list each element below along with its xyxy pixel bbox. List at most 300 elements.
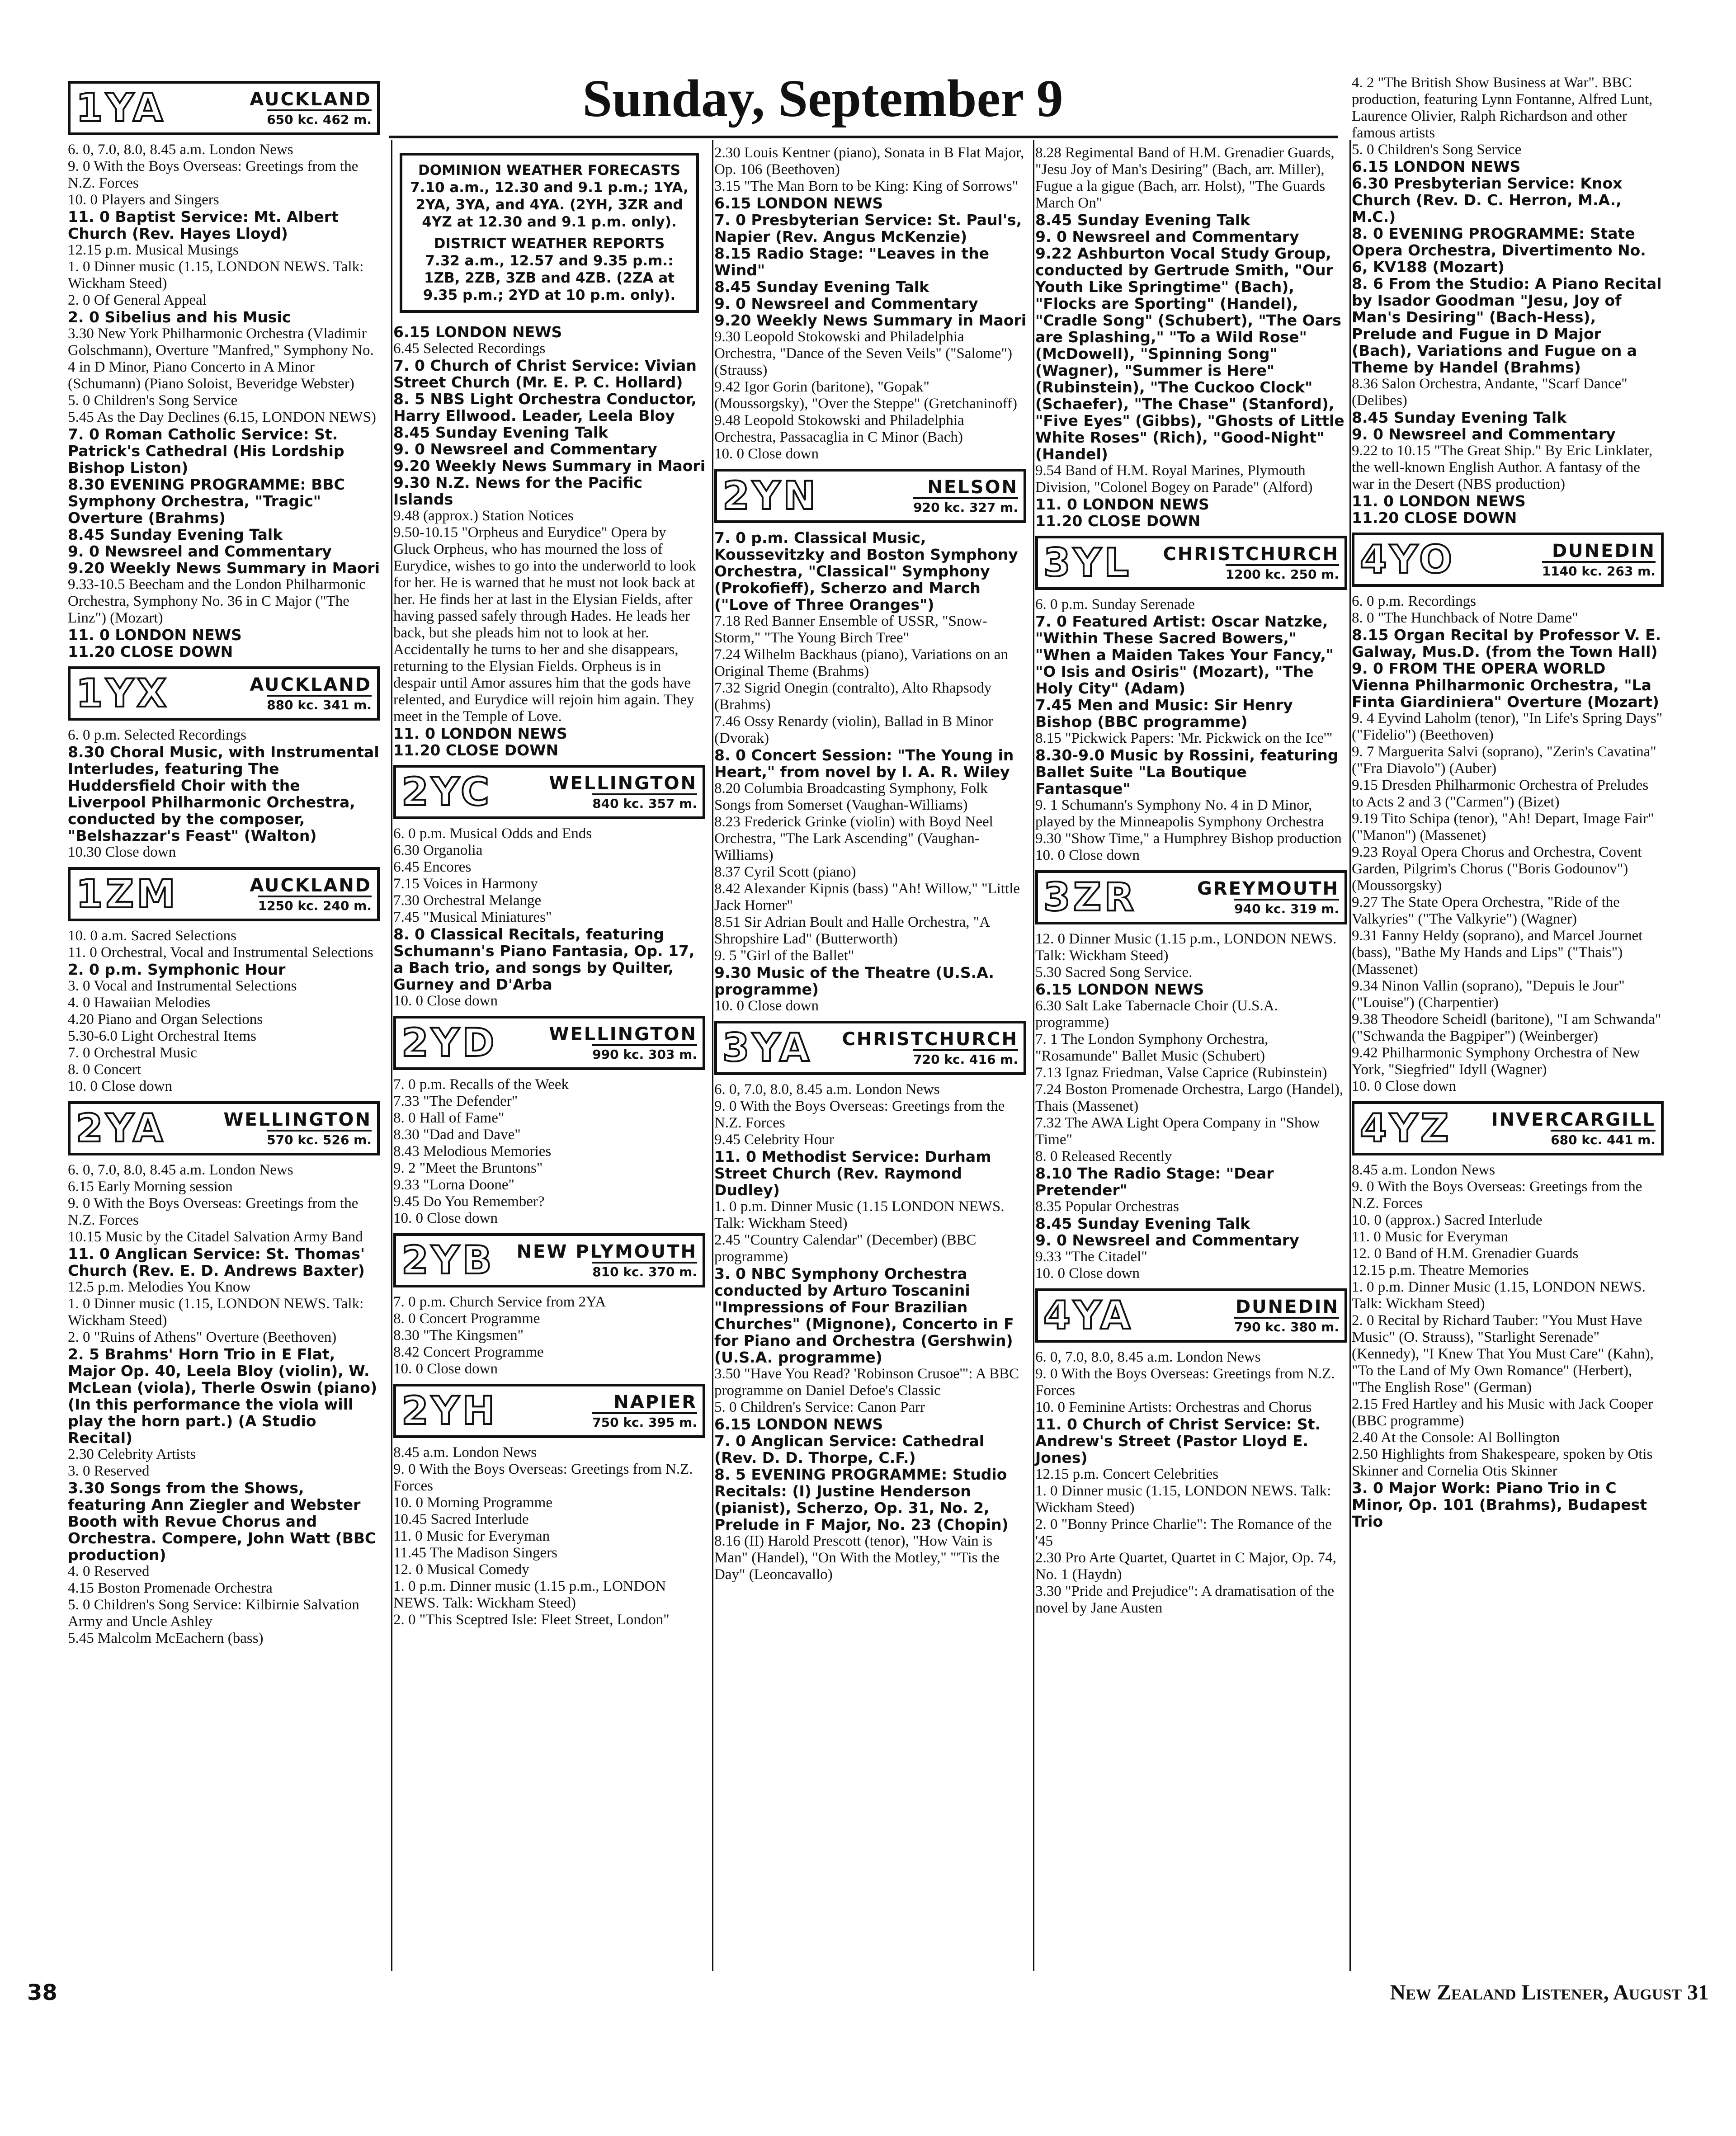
programme-entry: 8. 0 Concert Programme — [393, 1311, 540, 1327]
programme-entry: 8. 0 EVENING PROGRAMME: State Opera Orchestra, Divertimento No. 6, KV188 (Mozart) — [1352, 225, 1646, 276]
magazine-footer: New Zealand Listener, August 31 — [1390, 1980, 1709, 2004]
programme-entry: 10. 0 a.m. Sacred Selections — [68, 928, 236, 944]
station-header — [1035, 536, 1347, 590]
programme-entry: 8.42 Concert Programme — [393, 1344, 544, 1360]
programme-entry: 11. 0 Church of Christ Service: St. Andrew's Street (Pastor Lloyd E. Jones) — [1035, 1415, 1321, 1466]
station-header — [68, 81, 380, 135]
programme-entry: 2.30 Louis Kentner (piano), Sonata in B Flat Major, Op. 106 (Beethoven) — [714, 145, 1024, 178]
programme-entry: 8.10 The Radio Stage: "Dear Pretender" — [1035, 1165, 1274, 1199]
programme-entry: 9.42 Philharmonic Symphony Orchestra of New York, "Siegfried" Idyll (Wagner) — [1352, 1045, 1640, 1078]
station-city: CHRISTCHURCH — [1163, 543, 1339, 565]
programme-entry: 6.30 Salt Lake Tabernacle Choir (U.S.A. programme) — [1035, 998, 1278, 1031]
programme-entry: 3. 0 Reserved — [68, 1463, 150, 1479]
programme-entry: 5. 0 Children's Service: Canon Parr — [714, 1399, 925, 1415]
programme-entry: 6.15 LONDON NEWS — [1352, 158, 1521, 175]
programme-entry: 11.20 CLOSE DOWN — [1035, 512, 1201, 530]
programme-entry: 9.50-10.15 "Orpheus and Eurydice" Opera by Gluck Orpheus, who has mourned the loss of Eurydice, wishes to go into the underworld to look for her. He is warned that he must not look back at her. He finds her at last in the Elysian Fields, after having passed safely through Hades. He leads her back, but she pleads him not to look at her. Accidentally he turns to her and she disappears, returning to the Elysian Fields. Orpheus is in despair until Amor assures him that the gods have relented, and Eurydice will rejoin him again. They meet in the Temple of Love. — [393, 524, 696, 725]
programme-entry: 8.37 Cyril Scott (piano) — [714, 864, 856, 880]
station-callsign: 1YA — [76, 85, 166, 131]
station-header — [393, 1233, 705, 1287]
station-header — [68, 666, 380, 721]
programme-entry: 9. 0 Newsreel and Commentary — [1035, 1231, 1299, 1249]
programme-entry: 2.15 Fred Hartley and his Music with Jack Cooper (BBC programme) — [1352, 1396, 1653, 1429]
programme-entry: 11. 0 Anglican Service: St. Thomas' Church (Rev. E. D. Andrews Baxter) — [68, 1245, 365, 1279]
station-city: WELLINGTON — [549, 1023, 697, 1045]
programme-entry: 9.33 "The Citadel" — [1035, 1249, 1147, 1265]
programme-entry: 12.15 p.m. Musical Musings — [68, 242, 239, 258]
programme-entry: 9.20 Weekly News Summary in Maori — [714, 311, 1027, 329]
programme-entry: 2. 0 Sibelius and his Music — [68, 308, 291, 326]
station-callsign: 2YA — [76, 1106, 166, 1151]
programme-entry: 9. 0 With the Boys Overseas: Greetings from N.Z. Forces — [393, 1461, 693, 1494]
programme-entry: 9. 0 With the Boys Overseas: Greetings from the N.Z. Forces — [1352, 1179, 1642, 1212]
programme-entry: 9. 0 Newsreel and Commentary — [1352, 425, 1616, 443]
programme-entry: 8.15 Organ Recital by Professor V. E. Galway, Mus.D. (from the Town Hall) — [1352, 626, 1661, 660]
programme-entry: 11. 0 LONDON NEWS — [1035, 495, 1209, 513]
programme-entry: 8.30 "The Kingsmen" — [393, 1327, 524, 1344]
station-info — [503, 1242, 697, 1279]
programme-entry: 9. 2 "Meet the Bruntons" — [393, 1160, 543, 1176]
programme-entry: 8. 0 Concert Session: "The Young in Heart," from novel by I. A. R. Wiley — [714, 746, 1014, 781]
programme-entry: 10. 0 Close down — [1035, 847, 1140, 863]
programme-entry: 10. 0 Close down — [68, 1078, 172, 1094]
programme-entry: 11.20 CLOSE DOWN — [68, 643, 233, 660]
station-header — [68, 1101, 380, 1155]
station-city: DUNEDIN — [1552, 540, 1656, 561]
programme-entry: 9.30 Leopold Stokowski and Philadelphia Orchestra, "Dance of the Seven Veils" ("Salome") (Strauss) — [714, 329, 1012, 378]
station-info — [174, 90, 372, 127]
programme-entry: 12.15 p.m. Theatre Memories — [1352, 1262, 1529, 1278]
programme-entry: 10. 0 Feminine Artists: Orchestras and Chorus — [1035, 1399, 1312, 1415]
programme-entry: 8.45 Sunday Evening Talk — [1352, 409, 1567, 426]
weather-heading: DOMINION WEATHER FORECASTS — [418, 162, 681, 179]
programme-entry: 2. 0 "This Sceptred Isle: Fleet Street, London" — [393, 1612, 670, 1628]
station-callsign: 4YZ — [1360, 1106, 1452, 1151]
programme-entry: 4. 2 "The British Show Business at War". BBC production, featuring Lynn Fontanne, Alfred Lunt, Laurence Olivier, Ralph Richardson and other famous artists — [1352, 75, 1653, 141]
programme-entry: 2.40 At the Console: Al Bollington — [1352, 1429, 1560, 1446]
programme-entry: 2.50 Highlights from Shakespeare, spoken by Otis Skinner and Cornelia Otis Skinner — [1352, 1446, 1653, 1479]
station-info — [1141, 1297, 1339, 1334]
programme-entry: 7.46 Ossy Renardy (violin), Ballad in B Minor (Dvorak) — [714, 713, 993, 746]
station-frequency: 1140 kc. 263 m. — [1542, 561, 1656, 579]
station-info — [1459, 1110, 1656, 1147]
programme-entry: 7. 0 Orchestral Music — [68, 1045, 197, 1061]
station-info — [505, 1392, 697, 1430]
programme-entry: 1. 0 p.m. Dinner Music (1.15 LONDON NEWS. Talk: Wickham Steed) — [714, 1198, 1005, 1231]
programme-entry: 3.15 "The Man Born to be King: King of Sorrows" — [714, 178, 1019, 194]
programme-entry: 6. 0, 7.0, 8.0, 8.45 a.m. London News — [714, 1081, 940, 1098]
programme-entry: 10. 0 Close down — [393, 993, 498, 1009]
programme-entry: 9.30 "Show Time," a Humphrey Bishop production — [1035, 830, 1342, 847]
programme-entry: 11.45 The Madison Singers — [393, 1545, 557, 1561]
station-info — [177, 675, 372, 712]
programme-entry: 8.45 Sunday Evening Talk — [68, 526, 283, 543]
station-info — [1145, 879, 1339, 916]
programme-entry: 10. 0 Close down — [1035, 1265, 1140, 1282]
station-city: WELLINGTON — [223, 1109, 372, 1130]
programme-entry: 7. 0 Anglican Service: Cathedral (Rev. D. D. Thorpe, C.F.) — [714, 1432, 985, 1466]
programme-entry: 2. 0 Of General Appeal — [68, 292, 207, 308]
programme-entry: 1. 0 p.m. Dinner Music (1.15, LONDON NEWS. Talk: Wickham Steed) — [1352, 1279, 1646, 1312]
programme-entry: 11. 0 LONDON NEWS — [393, 725, 567, 742]
programme-entry: 11.20 CLOSE DOWN — [393, 741, 559, 759]
programme-entry: 7.24 Wilhelm Backhaus (piano), Variations on an Original Theme (Brahms) — [714, 646, 1008, 679]
programme-entry: 8.30-9.0 Music by Rossini, featuring Ballet Suite "La Boutique Fantasque" — [1035, 746, 1339, 797]
programme-entry: 5. 0 Children's Song Service — [68, 392, 238, 409]
programme-entry: 11. 0 Music for Everyman — [1352, 1229, 1509, 1245]
programme-entry: 2.45 "Country Calendar" (December) (BBC programme) — [714, 1232, 976, 1265]
programme-entry: 8. 5 EVENING PROGRAMME: Studio Recitals: (I) Justine Henderson (pianist), Scherzo, Op. 31, No. 2, Prelude in F Major, No. 23 (Chopin) — [714, 1466, 1009, 1533]
programme-entry: 9.30 Music of the Theatre (U.S.A. programme) — [714, 964, 994, 998]
programme-entry: 6.15 LONDON NEWS — [1035, 981, 1204, 998]
station-info — [820, 1029, 1018, 1067]
station-frequency: 840 kc. 357 m. — [592, 793, 697, 811]
programme-entry: 7. 0 Featured Artist: Oscar Natzke, "Within These Sacred Bowers," "When a Maiden Takes Your Fancy," "O Isis and Osiris" (Mozart), "The Holy City" (Adam) — [1035, 613, 1334, 697]
programme-entry: 8.36 Salon Orchestra, Andante, "Scarf Dance" (Delibes) — [1352, 376, 1628, 409]
programme-entry: 2. 0 "Bonny Prince Charlie": The Romance of the '45 — [1035, 1516, 1332, 1549]
programme-entry: 10. 0 Close down — [714, 446, 819, 462]
programme-entry: 7.24 Boston Promenade Orchestra, Largo (Handel), Thais (Massenet) — [1035, 1081, 1344, 1114]
column-divider — [1033, 140, 1034, 1971]
station-header — [714, 469, 1026, 523]
programme-entry: 9.20 Weekly News Summary in Maori — [68, 559, 380, 577]
column-divider — [1349, 140, 1351, 1971]
programme-entry: 9.45 Celebrity Hour — [714, 1132, 834, 1148]
title-rule — [389, 136, 1338, 138]
programme-entry: 6.15 LONDON NEWS — [714, 194, 883, 212]
programme-entry: 8.23 Frederick Grinke (violin) with Boyd Neel Orchestra, "The Lark Ascending" (Vaughan-Williams) — [714, 814, 993, 863]
weather-times: 7.10 a.m., 12.30 and 9.1 p.m.; 1YA, 2YA, 3YA, and 4YA. (2YH, 3ZR and 4YZ at 12.30 and 9.1 p.m. only). — [410, 179, 689, 230]
programme-entry: 10. 0 Players and Singers — [68, 192, 219, 208]
programme-entry: 9.48 (approx.) Station Notices — [393, 508, 574, 524]
programme-entry: 9.48 Leopold Stokowski and Philadelphia Orchestra, Passacaglia in C Minor (Bach) — [714, 412, 964, 445]
programme-entry: 7.45 Men and Music: Sir Henry Bishop (BBC programme) — [1035, 696, 1293, 731]
programme-entry: 7.13 Ignaz Friedman, Valse Caprice (Rubinstein) — [1035, 1065, 1327, 1081]
station-callsign: 4YO — [1360, 537, 1455, 582]
column-2 — [393, 145, 705, 1628]
station-city: NAPIER — [613, 1391, 697, 1413]
station-header — [393, 1016, 705, 1070]
column-4 — [1035, 145, 1347, 1617]
programme-entry: 8. 0 Concert — [68, 1061, 142, 1078]
station-info — [826, 477, 1018, 515]
programme-entry: 8. 6 From the Studio: A Piano Recital by Isador Goodman "Jesu, Joy of Man's Desiring" (Bach-Hess), Prelude and Fugue in D Major (Bach), Variations and Fugue on a Theme by Handel (Brahms) — [1352, 275, 1662, 376]
programme-entry: 1. 0 Dinner music (1.15, LONDON NEWS. Talk: Wickham Steed) — [68, 1296, 364, 1329]
programme-entry: 1. 0 Dinner music (1.15, LONDON NEWS. Talk: Wickham Steed) — [68, 259, 364, 292]
station-header — [714, 1021, 1026, 1075]
programme-entry: 4.20 Piano and Organ Selections — [68, 1011, 263, 1028]
programme-entry: 7. 0 p.m. Church Service from 2YA — [393, 1294, 606, 1310]
programme-entry: 5. 0 Children's Song Service: Kilbirnie Salvation Army and Uncle Ashley — [68, 1597, 359, 1630]
station-frequency: 880 kc. 341 m. — [267, 695, 372, 712]
programme-entry: 2. 5 Brahms' Horn Trio in E Flat, Major Op. 40, Leela Bloy (violin), W. McLean (viola), Therle Oswin (piano) (In this performance the viola will play the horn part.) (A Studio Recital) — [68, 1345, 377, 1447]
programme-entry: 9.23 Royal Opera Chorus and Orchestra, Covent Garden, Pilgrim's Chorus ("Boris Godounov") (Moussorgsky) — [1352, 844, 1642, 894]
programme-entry: 5.30 Sacred Song Service. — [1035, 964, 1193, 981]
programme-entry: 9. 0 Newsreel and Commentary — [714, 295, 978, 312]
programme-entry: 6. 0, 7.0, 8.0, 8.45 a.m. London News — [1035, 1349, 1261, 1365]
programme-entry: 6.30 Presbyterian Service: Knox Church (Rev. D. C. Herron, M.A., M.C.) — [1352, 174, 1623, 226]
station-city: AUCKLAND — [250, 674, 372, 695]
programme-entry: 12.15 p.m. Concert Celebrities — [1035, 1466, 1219, 1482]
programme-entry: 6.15 LONDON NEWS — [714, 1415, 883, 1433]
programme-entry: 4.15 Boston Promenade Orchestra — [68, 1580, 273, 1596]
programme-entry: 10. 0 Close down — [393, 1361, 498, 1377]
programme-entry: 10.15 Music by the Citadel Salvation Army Band — [68, 1229, 363, 1245]
programme-entry: 8.15 Radio Stage: "Leaves in the Wind" — [714, 245, 990, 279]
station-header — [393, 765, 705, 819]
programme-entry: 9.31 Fanny Heldy (soprano), and Marcel Journet (bass), "Bathe My Hands and Lips" ("Thais") (Massenet) — [1352, 928, 1643, 977]
station-city: INVERCARGILL — [1491, 1109, 1656, 1130]
programme-entry: 2. 0 Recital by Richard Tauber: "You Must Have Music" (O. Strauss), "Starlight Serenade" (Kennedy), "I Knew That You Must Care" (Kahn), "To the Land of My Own Romance" (Herbert), "The English Rose" (German) — [1352, 1312, 1654, 1396]
programme-entry: 3. 0 NBC Symphony Orchestra conducted by Arturo Toscanini "Impressions of Four Brazilian Churches" (Mignone), Concerto in F for Piano and Orchestra (Gershwin) (U.S.A. programme) — [714, 1265, 1014, 1366]
programme-entry: 2.30 Celebrity Artists — [68, 1446, 196, 1462]
programme-entry: 10. 0 Close down — [714, 998, 819, 1014]
weather-box — [400, 153, 699, 313]
programme-entry: 6.30 Organolia — [393, 842, 483, 858]
page-title: Sunday, September 9 — [582, 69, 1063, 128]
programme-entry: 6. 0, 7.0, 8.0, 8.45 a.m. London News — [68, 141, 293, 158]
station-frequency: 940 kc. 319 m. — [1234, 899, 1339, 916]
programme-entry: 9.22 Ashburton Vocal Study Group, conducted by Gertrude Smith, "Our Youth Like Springtime" (Bach), "Flocks are Sporting" (Handel), "Cradle Song" (Schubert), "The Oars are Splashing," "To a Wild Rose" (McDowell), "Spinning Song" (Wagner), "Summer is Here" (Rubinstein), "The Cuckoo Clock" (Schaefer), "The Chase" (Stanford), "Five Eyes" (Gibbs), "Ghosts of Little White Roses" (Rich), "Good-Night" (Handel) — [1035, 245, 1344, 463]
programme-entry: 7.33 "The Defender" — [393, 1093, 518, 1109]
station-info — [1140, 544, 1339, 582]
programme-entry: 3. 0 Vocal and Instrumental Selections — [68, 978, 297, 994]
programme-entry: 4. 0 Reserved — [68, 1563, 150, 1580]
programme-entry: 7. 1 The London Symphony Orchestra, "Rosamunde" Ballet Music (Schubert) — [1035, 1031, 1269, 1064]
programme-entry: 8.30 EVENING PROGRAMME: BBC Symphony Orchestra, "Tragic" Overture (Brahms) — [68, 476, 345, 527]
programme-entry: 9.33-10.5 Beecham and the London Philharmonic Orchestra, Symphony No. 36 in C Major ("The Linz") (Mozart) — [68, 576, 366, 626]
station-callsign: 2YB — [401, 1238, 495, 1283]
programme-entry: 8. 0 Released Recently — [1035, 1148, 1172, 1165]
programme-entry: 9. 0 Newsreel and Commentary — [393, 440, 657, 458]
programme-entry: 8.16 (II) Harold Prescott (tenor), "How Vain is Man" (Handel), "On With the Motley," "'Tis the Day" (Leoncavallo) — [714, 1533, 1000, 1583]
station-callsign: 1ZM — [76, 872, 178, 917]
programme-entry: 12. 0 Dinner Music (1.15 p.m., LONDON NEWS. Talk: Wickham Steed) — [1035, 931, 1337, 964]
programme-entry: 6.45 Selected Recordings — [393, 340, 546, 357]
programme-entry: 9. 5 "Girl of the Ballet" — [714, 948, 854, 964]
programme-entry: 2. 0 "Ruins of Athens" Overture (Beethoven) — [68, 1329, 337, 1345]
programme-entry: 9.19 Tito Schipa (tenor), "Ah! Depart, Image Fair" ("Manon") (Massenet) — [1352, 811, 1654, 844]
programme-entry: 9. 0 Newsreel and Commentary — [1035, 228, 1299, 245]
programme-entry: 8.51 Sir Adrian Boult and Halle Orchestra, "A Shropshire Lad" (Butterworth) — [714, 914, 990, 947]
station-callsign: 2YH — [401, 1388, 498, 1433]
station-callsign: 2YD — [401, 1020, 497, 1066]
programme-entry: 9.27 The State Opera Orchestra, "Ride of the Valkyries" ("The Valkyrie") (Wagner) — [1352, 894, 1620, 927]
station-frequency: 570 kc. 526 m. — [267, 1130, 372, 1147]
station-callsign: 2YC — [401, 769, 492, 815]
programme-entry: 5.45 As the Day Declines (6.15, LONDON NEWS) — [68, 409, 376, 425]
programme-entry: 8.15 "Pickwick Papers: 'Mr. Pickwick on the Ice'" — [1035, 730, 1333, 746]
programme-entry: 9. 0 With the Boys Overseas: Greetings from the N.Z. Forces — [68, 1195, 359, 1228]
programme-entry: 9. 0 FROM THE OPERA WORLD Vienna Philharmonic Orchestra, "La Finta Giardiniera" Overture (Mozart) — [1352, 660, 1659, 711]
programme-entry: 10.45 Sacred Interlude — [393, 1511, 529, 1528]
station-header — [1352, 1101, 1664, 1155]
programme-entry: 9. 4 Eyvind Laholm (tenor), "In Life's Spring Days" ("Fidelio") (Beethoven) — [1352, 710, 1663, 743]
station-callsign: 2YN — [722, 473, 819, 519]
programme-entry: 7.32 Sigrid Onegin (contralto), Alto Rhapsody (Brahms) — [714, 680, 992, 713]
station-frequency: 990 kc. 303 m. — [592, 1044, 697, 1062]
station-info — [1463, 541, 1656, 579]
programme-entry: 7. 0 Presbyterian Service: St. Paul's, Napier (Rev. Angus McKenzie) — [714, 211, 1022, 245]
programme-entry: 8.30 "Dad and Dave" — [393, 1127, 521, 1143]
programme-entry: 9.42 Igor Gorin (baritone), "Gopak" (Moussorgsky), "Over the Steppe" (Gretchaninoff) — [714, 379, 1017, 412]
programme-entry: 8. 0 "The Hunchback of Notre Dame" — [1352, 610, 1578, 626]
programme-entry: 8.20 Columbia Broadcasting Symphony, Folk Songs from Somerset (Vaughan-Williams) — [714, 780, 988, 813]
column-5 — [1352, 75, 1664, 1530]
station-frequency: 1250 kc. 240 m. — [258, 896, 372, 913]
column-3 — [714, 145, 1026, 1583]
programme-entry: 9.15 Dresden Philharmonic Orchestra of Preludes to Acts 2 and 3 ("Carmen") (Bizet) — [1352, 777, 1649, 810]
station-info — [500, 773, 697, 811]
programme-entry: 5. 0 Children's Song Service — [1352, 141, 1522, 158]
programme-entry: 9.22 to 10.15 "The Great Ship." By Eric Linklater, the well-known English Author. A fantasy of the war in the Desert (NBS production) — [1352, 443, 1653, 492]
station-info — [186, 876, 372, 913]
programme-entry: 11.20 CLOSE DOWN — [1352, 509, 1517, 527]
column-1 — [68, 75, 380, 1647]
programme-entry: 6. 0 p.m. Musical Odds and Ends — [393, 825, 592, 842]
programme-entry: 6. 0 p.m. Sunday Serenade — [1035, 596, 1195, 613]
programme-entry: 9. 7 Marguerita Salvi (soprano), "Zerin's Cavatina" ("Fra Diavolo") (Auber) — [1352, 744, 1656, 777]
station-city: NEW PLYMOUTH — [516, 1241, 697, 1262]
programme-entry: 11. 0 LONDON NEWS — [1352, 492, 1526, 510]
programme-entry: 9. 0 With the Boys Overseas: Greetings from N.Z. Forces — [1035, 1366, 1335, 1399]
programme-entry: 10. 0 Morning Programme — [393, 1495, 552, 1511]
district-heading: DISTRICT WEATHER REPORTS — [434, 236, 665, 252]
programme-entry: 6.15 LONDON NEWS — [393, 323, 562, 341]
station-city: WELLINGTON — [549, 773, 697, 794]
programme-entry: 6. 0 p.m. Selected Recordings — [68, 727, 247, 743]
programme-entry: 9.38 Theodore Scheidl (baritone), "I am Schwanda" ("Schwanda the Bagpiper") (Weinberger) — [1352, 1011, 1661, 1044]
station-frequency: 810 kc. 370 m. — [592, 1262, 697, 1279]
programme-entry: 6.45 Encores — [393, 859, 472, 875]
programme-entry: 12. 0 Musical Comedy — [393, 1561, 529, 1578]
programme-entry: 9.54 Band of H.M. Royal Marines, Plymouth Division, "Colonel Bogey on Parade" (Alford) — [1035, 462, 1313, 495]
programme-entry: 8.30 Choral Music, with Instrumental Interludes, featuring The Huddersfield Choir with the Liverpool Philharmonic Orchestra, conducted by the composer, "Belshazzar's Feast" (Walton) — [68, 743, 379, 844]
station-frequency: 1200 kc. 250 m. — [1226, 564, 1339, 582]
programme-entry: 8.45 Sunday Evening Talk — [393, 424, 609, 441]
station-city: GREYMOUTH — [1197, 878, 1339, 899]
station-city: NELSON — [927, 476, 1018, 498]
station-frequency: 790 kc. 380 m. — [1234, 1317, 1339, 1334]
programme-entry: 8.45 a.m. London News — [393, 1444, 537, 1461]
programme-entry: 3.50 "Have You Read? 'Robinson Crusoe'": A BBC programme on Daniel Defoe's Classic — [714, 1366, 1019, 1399]
programme-entry: 11. 0 Methodist Service: Durham Street Church (Rev. Raymond Dudley) — [714, 1148, 991, 1199]
station-callsign: 1YX — [76, 671, 170, 716]
programme-entry: 7.30 Orchestral Melange — [393, 892, 542, 909]
programme-entry: 8.45 Sunday Evening Talk — [714, 278, 929, 296]
station-callsign: 4YA — [1043, 1293, 1133, 1338]
station-frequency: 650 kc. 462 m. — [267, 109, 372, 127]
station-info — [174, 1110, 372, 1147]
programme-entry: 8.45 a.m. London News — [1352, 1162, 1495, 1178]
district-times: 7.32 a.m., 12.57 and 9.35 p.m.: 1ZB, 2ZB, 3ZB and 4ZB. (2ZA at 9.35 p.m.; 2YD at 10 p.m. only). — [423, 253, 676, 303]
programme-entry: 9.34 Ninon Vallin (soprano), "Depuis le Jour" ("Louise") (Charpentier) — [1352, 978, 1625, 1011]
programme-entry: 11. 0 Music for Everyman — [393, 1528, 550, 1544]
programme-entry: 8. 0 Classical Recitals, featuring Schumann's Piano Fantasia, Op. 17, a Bach trio, and songs by Quilter, Gurney and D'Arba — [393, 925, 695, 993]
programme-entry: 2. 0 p.m. Symphonic Hour — [68, 961, 286, 978]
programme-entry: 8.28 Regimental Band of H.M. Grenadier Guards, "Jesu Joy of Man's Desiring" (Bach, arr. Miller), Fugue a la gigue (Bach, arr. Holst), "The Guards March On" — [1035, 145, 1335, 211]
station-info — [505, 1024, 698, 1062]
station-header — [68, 867, 380, 921]
programme-entry: 4. 0 Hawaiian Melodies — [68, 995, 211, 1011]
station-city: DUNEDIN — [1235, 1296, 1339, 1317]
programme-entry: 9. 0 With the Boys Overseas: Greetings from the N.Z. Forces — [68, 158, 359, 191]
programme-entry: 11. 0 Baptist Service: Mt. Albert Church (Rev. Hayes Lloyd) — [68, 208, 339, 242]
programme-entry: 12. 0 Band of H.M. Grenadier Guards — [1352, 1245, 1579, 1262]
programme-entry: 7.32 The AWA Light Opera Company in "Show Time" — [1035, 1115, 1320, 1148]
station-frequency: 750 kc. 395 m. — [592, 1412, 697, 1430]
page-number: 38 — [27, 1980, 57, 2005]
programme-entry: 2.30 Pro Arte Quartet, Quartet in C Major, Op. 74, No. 1 (Haydn) — [1035, 1550, 1336, 1583]
programme-entry: 12.5 p.m. Melodies You Know — [68, 1279, 251, 1295]
programme-entry: 8. 5 NBS Light Orchestra Conductor, Harry Ellwood. Leader, Leela Bloy — [393, 390, 697, 424]
station-header — [1035, 870, 1347, 924]
programme-entry: 7. 0 Church of Christ Service: Vivian Street Church (Mr. E. P. C. Hollard) — [393, 357, 697, 391]
programme-entry: 9.30 N.Z. News for the Pacific Islands — [393, 474, 643, 508]
programme-entry: 10. 0 (approx.) Sacred Interlude — [1352, 1212, 1543, 1228]
programme-entry: 10.30 Close down — [68, 844, 176, 860]
programme-entry: 6.15 Early Morning session — [68, 1179, 233, 1195]
programme-entry: 8.45 Sunday Evening Talk — [1035, 211, 1250, 229]
programme-entry: 3.30 New York Philharmonic Orchestra (Vladimir Golschmann), Overture "Manfred," Symphony No. 4 in D Minor, Piano Concerto in A Minor (Schumann) (Piano Soloist, Beveridge Webster) — [68, 325, 374, 392]
programme-entry: 8.35 Popular Orchestras — [1035, 1198, 1179, 1215]
programme-entry: 7.18 Red Banner Ensemble of USSR, "Snow-Storm," "The Young Birch Tree" — [714, 613, 987, 646]
station-header — [1035, 1288, 1347, 1343]
programme-entry: 7.45 "Musical Miniatures" — [393, 909, 552, 925]
station-frequency: 680 kc. 441 m. — [1551, 1130, 1656, 1147]
station-frequency: 720 kc. 416 m. — [913, 1049, 1018, 1067]
column-divider — [391, 140, 392, 1971]
programme-entry: 6. 0 p.m. Recordings — [1352, 593, 1476, 609]
programme-entry: 9. 0 With the Boys Overseas: Greetings from the N.Z. Forces — [714, 1098, 1005, 1131]
programme-entry: 10. 0 Close down — [1352, 1078, 1456, 1094]
programme-entry: 7. 0 Roman Catholic Service: St. Patrick's Cathedral (His Lordship Bishop Liston) — [68, 425, 344, 476]
programme-entry: 9.45 Do You Remember? — [393, 1193, 545, 1210]
station-frequency: 920 kc. 327 m. — [913, 497, 1018, 515]
station-callsign: 3ZR — [1043, 875, 1137, 920]
programme-entry: 8.42 Alexander Kipnis (bass) "Ah! Willow," "Little Jack Horner" — [714, 881, 1020, 914]
station-callsign: 3YL — [1043, 540, 1132, 585]
station-callsign: 3YA — [722, 1025, 812, 1070]
programme-entry: 5.45 Malcolm McEachern (bass) — [68, 1630, 264, 1646]
station-city: CHRISTCHURCH — [842, 1028, 1018, 1050]
programme-entry: 7.15 Voices in Harmony — [393, 876, 538, 892]
programme-entry: 9.20 Weekly News Summary in Maori — [393, 457, 706, 475]
programme-entry: 11. 0 LONDON NEWS — [68, 626, 242, 644]
programme-entry: 10. 0 Close down — [393, 1210, 498, 1226]
programme-entry: 8.43 Melodious Memories — [393, 1143, 552, 1160]
station-header — [393, 1384, 705, 1438]
programme-entry: 11. 0 Orchestral, Vocal and Instrumental Selections — [68, 944, 373, 961]
programme-entry: 7. 0 p.m. Classical Music, Koussevitzky and Boston Symphony Orchestra, "Classical" Symphony (Prokofieff), Scherzo and March ("Love of Three Oranges") — [714, 529, 1018, 613]
programme-entry: 1. 0 Dinner music (1.15, LONDON NEWS. Talk: Wickham Steed) — [1035, 1483, 1331, 1516]
programme-entry: 3.30 Songs from the Shows, featuring Ann Ziegler and Webster Booth with Revue Chorus and Orchestra. Compere, John Watt (BBC production) — [68, 1479, 376, 1564]
station-city: AUCKLAND — [250, 875, 372, 896]
programme-entry: 9. 0 Newsreel and Commentary — [68, 542, 332, 560]
programme-entry: 8. 0 Hall of Fame" — [393, 1110, 505, 1126]
column-divider — [712, 140, 713, 1971]
programme-entry: 7. 0 p.m. Recalls of the Week — [393, 1076, 569, 1093]
programme-entry: 3. 0 Major Work: Piano Trio in C Minor, Op. 101 (Brahms), Budapest Trio — [1352, 1479, 1647, 1530]
programme-entry: 5.30-6.0 Light Orchestral Items — [68, 1028, 256, 1044]
programme-entry: 3.30 "Pride and Prejudice": A dramatisation of the novel by Jane Austen — [1035, 1583, 1335, 1616]
station-header — [1352, 533, 1664, 587]
programme-entry: 8.45 Sunday Evening Talk — [1035, 1215, 1250, 1232]
programme-entry: 9.33 "Lorna Doone" — [393, 1177, 514, 1193]
station-city: AUCKLAND — [250, 89, 372, 110]
programme-entry: 1. 0 p.m. Dinner music (1.15 p.m., LONDON NEWS. Talk: Wickham Steed) — [393, 1578, 666, 1611]
programme-entry: 9. 1 Schumann's Symphony No. 4 in D Minor, played by the Minneapolis Symphony Orchestra — [1035, 797, 1324, 830]
